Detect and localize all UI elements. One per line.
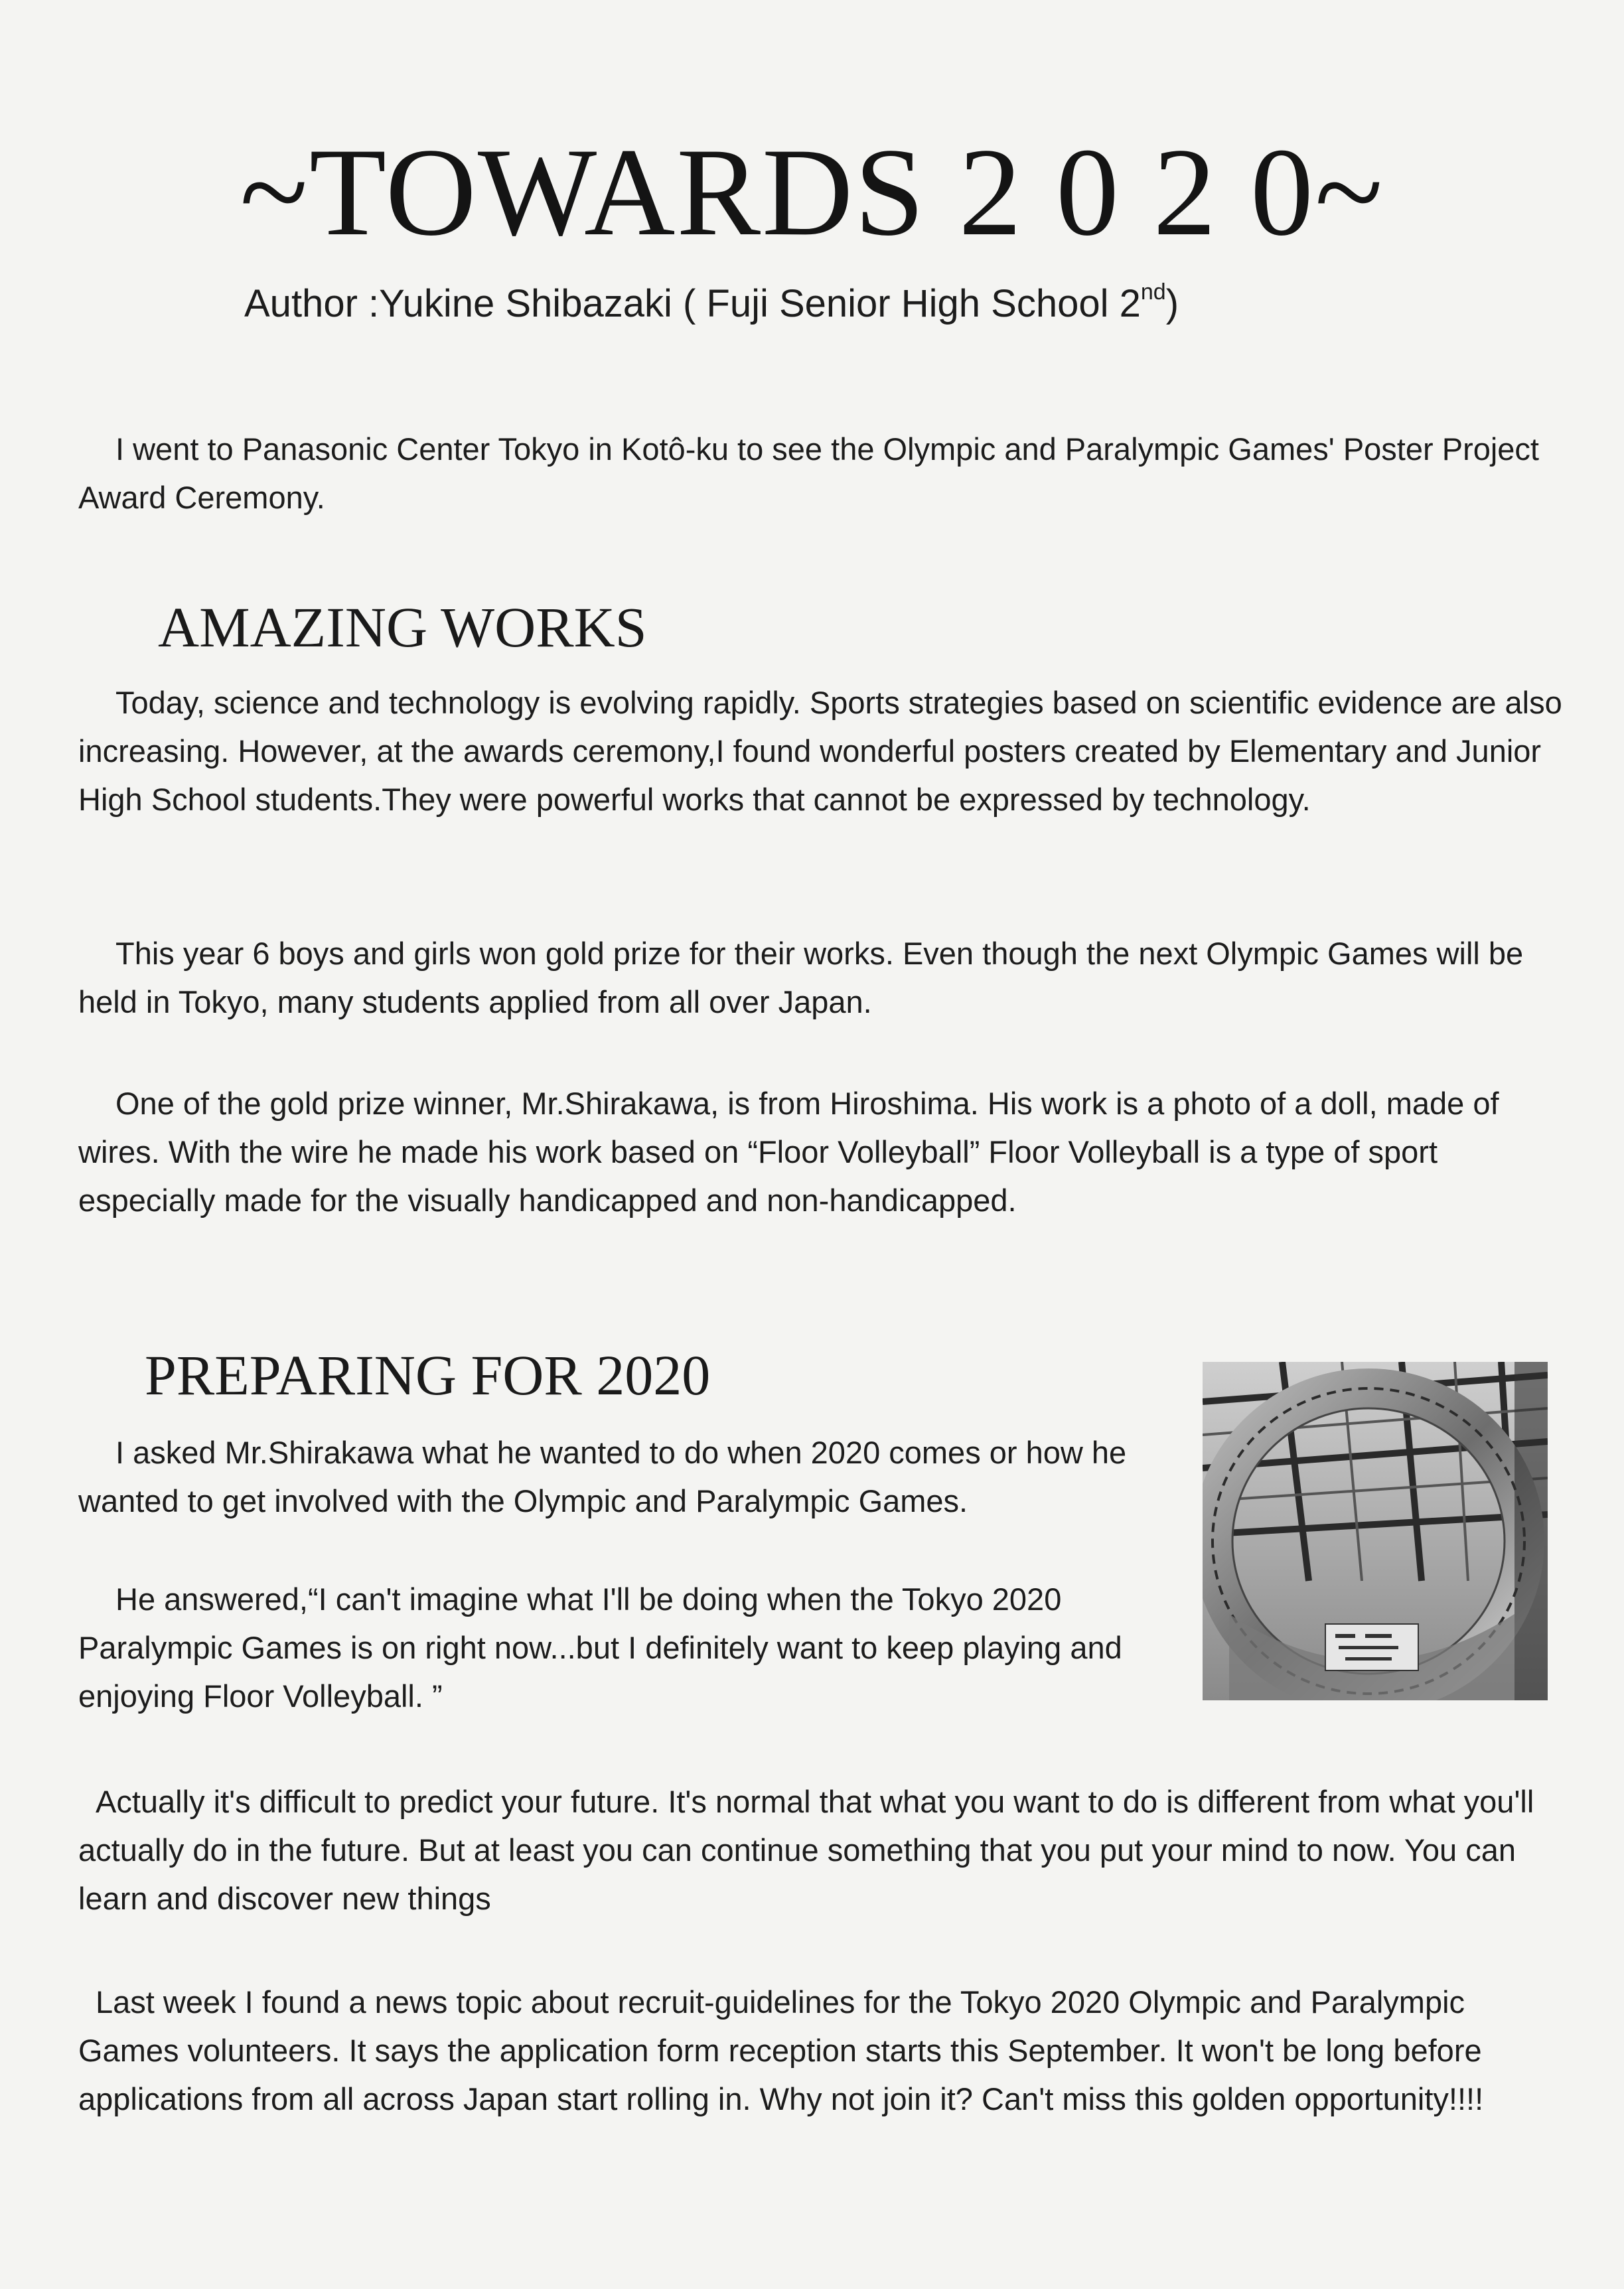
preparing-paragraph-answer: He answered,“I can't imagine what I'll be doing when the Tokyo 2020 Paralympic Games is on right now...but I definitely want to keep playing and enjoying Floor Volleyball. ” (78, 1582, 1122, 1714)
amazing-works-paragraph-2: This year 6 boys and girls won gold prize for their works. Even though the next Olympic Games will be held in Tokyo, many students applied from all over Japan. (78, 936, 1524, 1019)
amazing-works-paragraph-1: Today, science and technology is evolving rapidly. Sports strategies based on scientific evidence are also increasing. However, at the awards ceremony,I found wonderful posters created by Elementary and Junior High School students.They were powerful works that cannot be expressed by technology. (78, 685, 1562, 817)
preparing-paragraph-future: Actually it's difficult to predict your future. It's normal that what you want to do is different from what you'll actually do in the future. But at least you can continue something that you put your mind to now. You can learn and discover new things (78, 1784, 1534, 1916)
section-heading-preparing-for-2020: PREPARING FOR 2020 (145, 1343, 711, 1407)
amazing-works-paragraph-3: One of the gold prize winner, Mr.Shirakawa, is from Hiroshima. His work is a photo of a doll, made of wires. With the wire he made his work based on “Floor Volleyball” Floor Volleyball is a type of sport especially made for the visually handicapped and non-handicapped. (78, 1086, 1499, 1218)
author-ordinal-suffix: nd (1140, 279, 1166, 305)
author-suffix: ) (1165, 282, 1179, 325)
intro-paragraph: I went to Panasonic Center Tokyo in Kotô-ku to see the Olympic and Paralympic Games' Poster Project Award Ceremony. (78, 431, 1539, 515)
article-title: ~TOWARDS 2 0 2 0~ (240, 123, 1384, 262)
preparing-paragraph-volunteers: Last week I found a news topic about recruit-guidelines for the Tokyo 2020 Olympic and Paralympic Games volunteers. It says the application form reception starts this September. It won't be long before applications from all across Japan start rolling in. Why not join it? Can't miss this golden opportunity!!!! (78, 1984, 1484, 2116)
preparing-paragraph-question: I asked Mr.Shirakawa what he wanted to do when 2020 comes or how he wanted to get involved with the Olympic and Paralympic Games. (78, 1435, 1127, 1518)
section-heading-amazing-works: AMAZING WORKS (158, 595, 647, 659)
author-line (244, 277, 1179, 331)
author-prefix: Author :Yukine Shibazaki ( Fuji Senior High School 2 (244, 282, 1141, 325)
circular-sculpture-photo (1203, 1362, 1548, 1700)
